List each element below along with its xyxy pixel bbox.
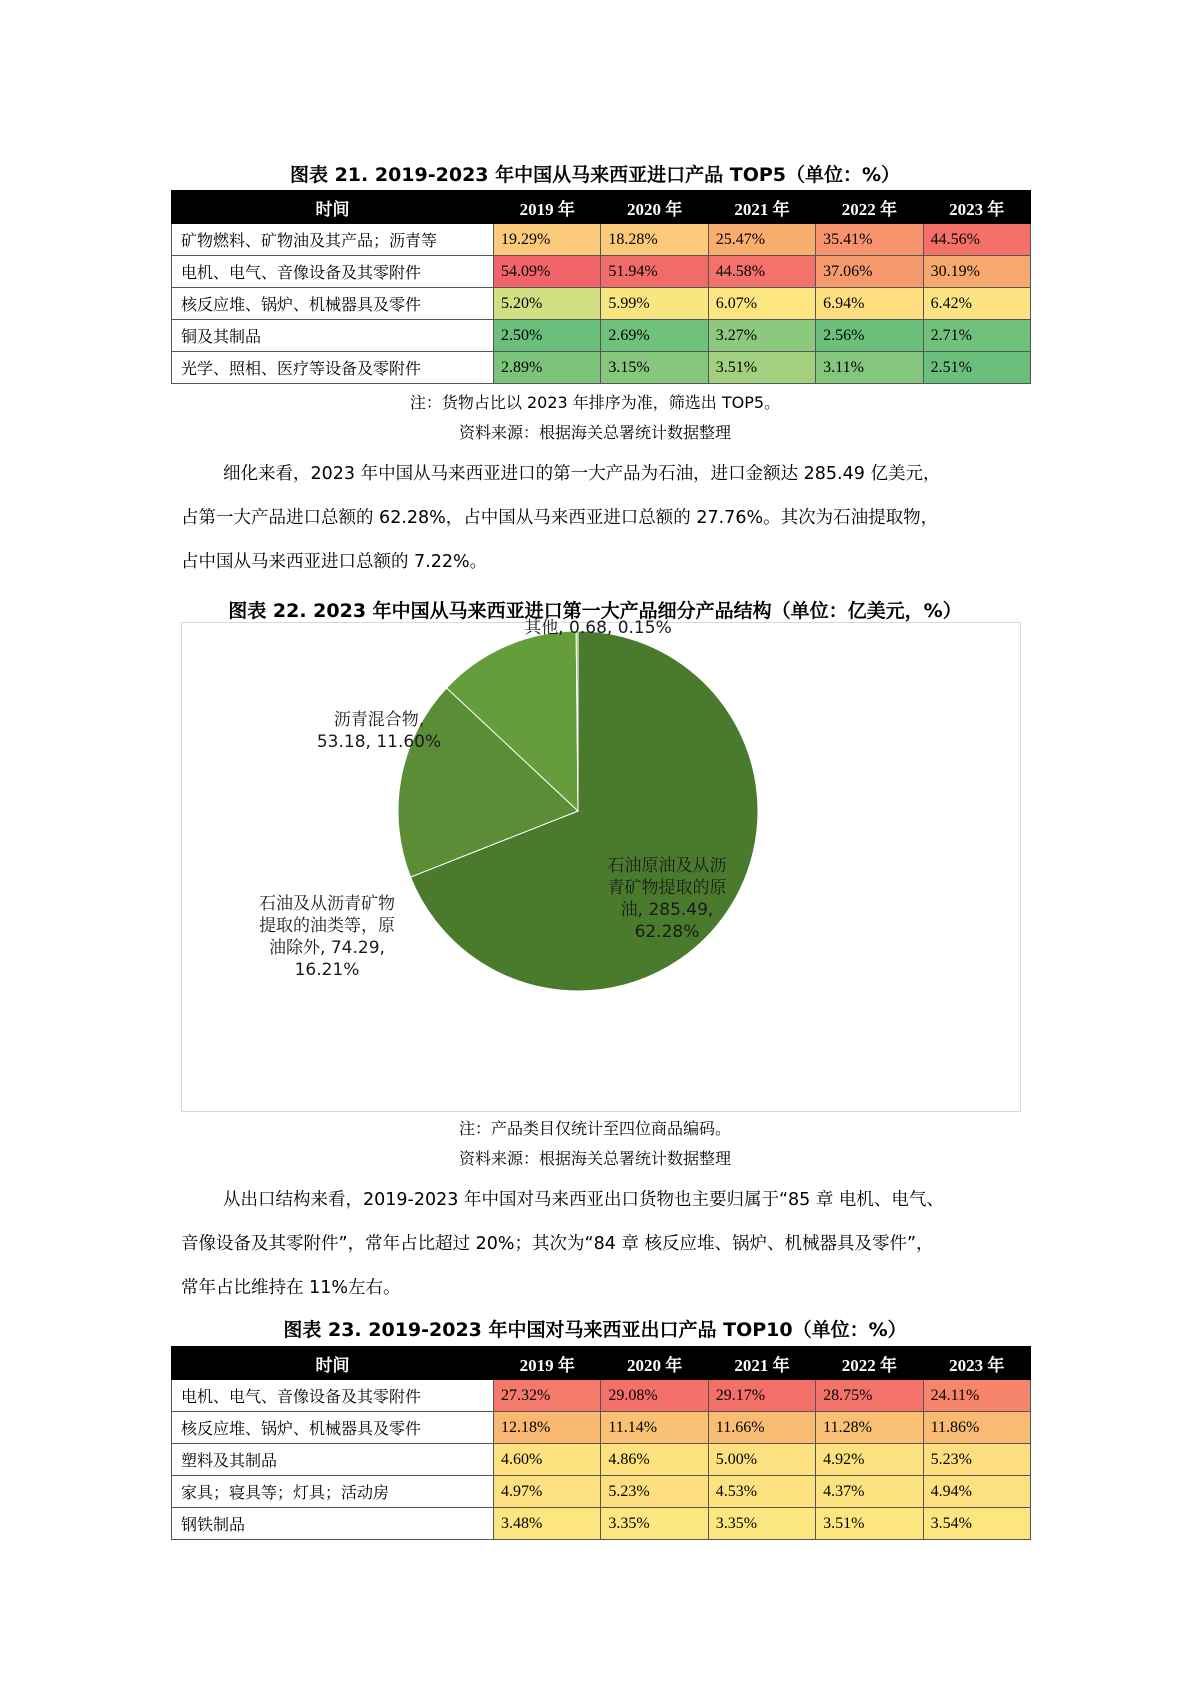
table-cell: 2.56% (816, 320, 923, 352)
header-year: 2023 年 (923, 1347, 1030, 1380)
table-cell: 11.86% (923, 1412, 1030, 1444)
table-cell: 11.66% (708, 1412, 815, 1444)
table-cell: 19.29% (494, 224, 601, 256)
pie-label-line: 16.21% (294, 960, 360, 980)
import-top5-table (171, 190, 1031, 384)
table-row (172, 1476, 1031, 1508)
table-row (172, 288, 1031, 320)
table-row (172, 1380, 1031, 1412)
table-cell: 4.86% (601, 1444, 708, 1476)
table-cell: 3.51% (816, 1508, 923, 1540)
table-cell: 18.28% (601, 224, 708, 256)
table-row (172, 1412, 1031, 1444)
table-cell: 6.07% (708, 288, 815, 320)
pie-slice-label (577, 855, 757, 943)
table-cell: 2.69% (601, 320, 708, 352)
paragraph-line: 音像设备及其零附件”，常年占比超过 20%；其次为“84 章 核反应堆、锅炉、机械器具及零件”， (181, 1234, 934, 1254)
row-label: 塑料及其制品 (172, 1444, 494, 1476)
table-cell: 12.18% (494, 1412, 601, 1444)
paragraph-line: 常年占比维持在 11%左右。 (181, 1278, 401, 1298)
pie-chart-frame (181, 618, 1021, 1112)
paragraph-line: 占中国从马来西亚进口总额的 7.22%。 (181, 552, 488, 572)
table-cell: 28.75% (816, 1380, 923, 1412)
pie-label-line: 油除外, 74.29, (269, 938, 385, 958)
table-row (172, 1444, 1031, 1476)
table-row (172, 224, 1031, 256)
table-cell: 24.11% (923, 1380, 1030, 1412)
pie-label-line: 提取的油类等，原 (259, 916, 395, 936)
header-year: 2022 年 (816, 191, 923, 224)
table-row (172, 320, 1031, 352)
table-cell: 54.09% (494, 256, 601, 288)
table-cell: 3.54% (923, 1508, 1030, 1540)
table-row (172, 1508, 1031, 1540)
table-cell: 6.94% (816, 288, 923, 320)
paragraph-import-detail (181, 452, 1021, 584)
table-cell: 5.99% (601, 288, 708, 320)
table-cell: 5.00% (708, 1444, 815, 1476)
paragraph-line: 细化来看，2023 年中国从马来西亚进口的第一大产品为石油，进口金额达 285.49 亿美元， (223, 464, 941, 484)
table-cell: 4.92% (816, 1444, 923, 1476)
pie-label-line: 油, 285.49, (620, 900, 714, 920)
pie-slice-label (304, 709, 454, 753)
table-header-row (172, 191, 1031, 224)
table-cell: 3.27% (708, 320, 815, 352)
table-cell: 27.32% (494, 1380, 601, 1412)
table-cell: 4.53% (708, 1476, 815, 1508)
table-cell: 3.48% (494, 1508, 601, 1540)
table1-source: 资料来源：根据海关总署统计数据整理 (458, 423, 731, 442)
paragraph-line: 占第一大产品进口总额的 62.28%，占中国从马来西亚进口总额的 27.76%。其次为石油提取物， (181, 508, 939, 528)
export-top10-table (171, 1346, 1031, 1540)
table-cell: 35.41% (816, 224, 923, 256)
table-cell: 44.58% (708, 256, 815, 288)
table-cell: 3.15% (601, 352, 708, 384)
paragraph-line: 从出口结构来看，2019-2023 年中国对马来西亚出口货物也主要归属于“85 章 电机、电气、 (223, 1190, 944, 1210)
table-cell: 30.19% (923, 256, 1030, 288)
table-row (172, 352, 1031, 384)
row-label: 核反应堆、锅炉、机械器具及零件 (172, 288, 494, 320)
table-cell: 29.08% (601, 1380, 708, 1412)
table-cell: 6.42% (923, 288, 1030, 320)
pie-slice-label (488, 617, 708, 639)
table-cell: 11.28% (816, 1412, 923, 1444)
table-cell: 2.51% (923, 352, 1030, 384)
row-label: 光学、照相、医疗等设备及零附件 (172, 352, 494, 384)
chart-source: 资料来源：根据海关总署统计数据整理 (458, 1149, 731, 1168)
table-cell: 25.47% (708, 224, 815, 256)
pie-slice-label (237, 893, 417, 981)
table-header-row (172, 1347, 1031, 1380)
table-cell: 5.20% (494, 288, 601, 320)
header-year: 2020 年 (601, 191, 708, 224)
header-time: 时间 (172, 191, 494, 224)
table-cell: 2.50% (494, 320, 601, 352)
header-year: 2022 年 (816, 1347, 923, 1380)
header-year: 2019 年 (494, 191, 601, 224)
table-cell: 29.17% (708, 1380, 815, 1412)
table1-note: 注：货物占比以 2023 年排序为准，筛选出 TOP5。 (409, 393, 781, 412)
table-cell: 3.51% (708, 352, 815, 384)
header-year: 2019 年 (494, 1347, 601, 1380)
row-label: 钢铁制品 (172, 1508, 494, 1540)
table-cell: 3.35% (601, 1508, 708, 1540)
pie-label-line: 石油及从沥青矿物 (259, 894, 395, 914)
row-label: 矿物燃料、矿物油及其产品；沥青等 (172, 224, 494, 256)
table1-caption: 图表 21. 2019-2023 年中国从马来西亚进口产品 TOP5（单位：%） (289, 164, 901, 186)
pie-label-line: 石油原油及从沥 (607, 856, 727, 876)
table-cell: 51.94% (601, 256, 708, 288)
paragraph-export-structure (181, 1178, 1021, 1310)
table-cell: 2.71% (923, 320, 1030, 352)
pie-label-line: 沥青混合物, (333, 710, 425, 730)
table-cell: 11.14% (601, 1412, 708, 1444)
header-year: 2020 年 (601, 1347, 708, 1380)
pie-label-line: 其他, 0.68, 0.15% (524, 618, 672, 638)
header-year: 2023 年 (923, 191, 1030, 224)
chart-note: 注：产品类目仅统计至四位商品编码。 (458, 1119, 731, 1138)
header-year: 2021 年 (708, 1347, 815, 1380)
table-cell: 4.97% (494, 1476, 601, 1508)
pie-label-line: 53.18, 11.60% (316, 732, 442, 752)
row-label: 家具；寝具等；灯具；活动房 (172, 1476, 494, 1508)
row-label: 核反应堆、锅炉、机械器具及零件 (172, 1412, 494, 1444)
table-cell: 4.37% (816, 1476, 923, 1508)
row-label: 电机、电气、音像设备及其零附件 (172, 1380, 494, 1412)
header-year: 2021 年 (708, 191, 815, 224)
table-cell: 37.06% (816, 256, 923, 288)
table2-caption: 图表 23. 2019-2023 年中国对马来西亚出口产品 TOP10（单位：%） (283, 1319, 907, 1341)
chart-caption: 图表 22. 2023 年中国从马来西亚进口第一大产品细分产品结构（单位：亿美元，%） (228, 600, 962, 622)
table-cell: 5.23% (923, 1444, 1030, 1476)
table-row (172, 256, 1031, 288)
table-cell: 4.60% (494, 1444, 601, 1476)
pie-label-line: 62.28% (634, 922, 700, 942)
table-cell: 3.11% (816, 352, 923, 384)
table-cell: 5.23% (601, 1476, 708, 1508)
pie-label-line: 青矿物提取的原 (607, 878, 727, 898)
row-label: 电机、电气、音像设备及其零附件 (172, 256, 494, 288)
table-cell: 3.35% (708, 1508, 815, 1540)
table-cell: 2.89% (494, 352, 601, 384)
table-cell: 44.56% (923, 224, 1030, 256)
table-cell: 4.94% (923, 1476, 1030, 1508)
row-label: 铜及其制品 (172, 320, 494, 352)
header-time: 时间 (172, 1347, 494, 1380)
